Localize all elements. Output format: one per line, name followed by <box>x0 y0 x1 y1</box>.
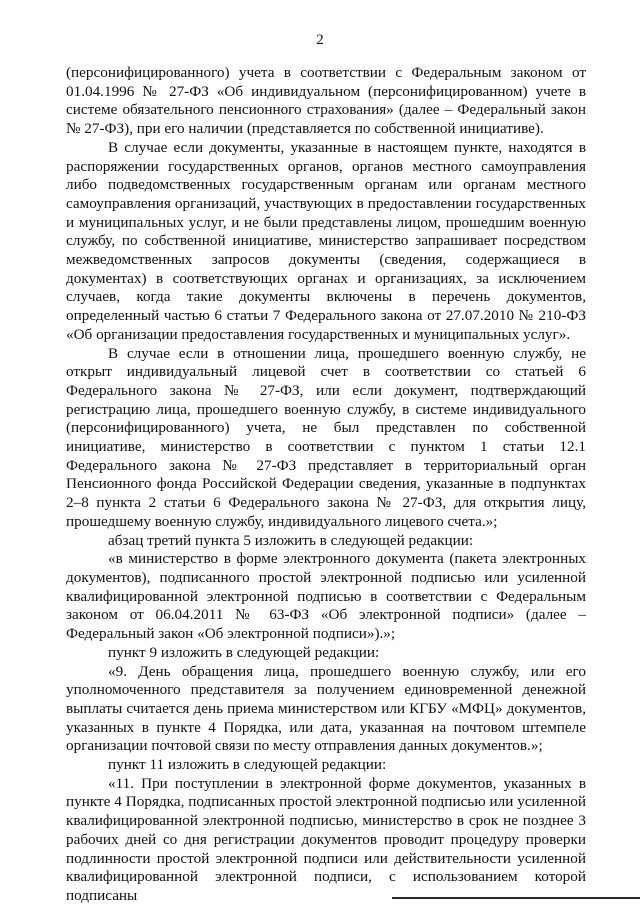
paragraph-continuation: (персонифицированного) учета в соответствии с Федеральным законом от 01.04.1996 № 27-ФЗ «Об индивидуальном (персонифицированном) учете в системе обязательного пенсионного страхования» (далее – Федеральный закон № 27-ФЗ), при его наличии (представляется по собственной инициативе). <box>66 64 586 138</box>
paragraph-item-9: «9. День обращения лица, прошедшего военную службу, или его уполномоченного представителя за получением единовременной денежной выплаты считается день приема министерством или КГБУ «МФЦ» документов, указанных в пункте 4 Порядка, или дата, указанная на почтовом штемпеле организации почтовой связи по месту отправления данных документов.»; <box>66 662 586 755</box>
paragraph-electronic-document: «в министерство в форме электронного документа (пакета электронных документов), подписанного простой электронной подписью или усиленной квалифицированной электронной подписью в соответствии с Федеральным законом от 06.04.2011 № 63-ФЗ «Об электронной подписи» (далее – Федеральный закон «Об электронной подписи»).»; <box>66 550 586 643</box>
paragraph-personal-account: В случае если в отношении лица, прошедшего военную службу, не открыт индивидуальный лицевой счет в соответствии со статьей 6 Федерального закона № 27-ФЗ, или если документ, подтверждающий регистрацию лица, прошедшего военную службу, в системе индивидуального (персонифицированного) учета, не был представлен по собственной инициативе, министерство в соответствии с пунктом 1 статьи 12.1 Федерального закона № 27-ФЗ представляет в территориальный орган Пенсионного фонда Российской Федерации сведения, указанные в подпунктах 2–8 пункта 2 статьи 6 Федерального закона № 27-ФЗ, для открытия лицу, прошедшему военную службу, индивидуального лицевого счета.»; <box>66 344 586 530</box>
scan-edge-line <box>392 897 640 899</box>
paragraph-interagency-requests: В случае если документы, указанные в настоящем пункте, находятся в распоряжении государственных органов, органов местного самоуправления либо подведомственных государственным органам или органам местного самоуправления организаций, участвующих в предоставлении государственных и муниципальных услуг, и не были представлены лицом, прошедшим военную службу, по собственной инициативе, министерство запрашивает посредством межведомственных запросов документы (сведения, содержащиеся в документах) в соответствующих органах и организациях, за исключением случаев, когда такие документы включены в перечень документов, определенный частью 6 статьи 7 Федерального закона от 27.07.2010 № 210-ФЗ «Об организации предоставления государственных и муниципальных услуг». <box>66 138 586 343</box>
page-number: 2 <box>316 32 324 48</box>
paragraph-amendment-9: пункт 9 изложить в следующей редакции: <box>108 643 380 661</box>
paragraph-amendment-11: пункт 11 изложить в следующей редакции: <box>108 756 387 774</box>
document-body <box>66 64 586 906</box>
paragraph-item-11: «11. При поступлении в электронной форме документов, указанных в пункте 4 Порядка, подписанных простой электронной подписью или усиленной квалифицированной электронной подписью, министерство в срок не позднее 3 рабочих дней со дня регистрации документов проводит процедуру проверки подлинности простой электронной подписи или действительности усиленной квалифицированной электронной подписи, с использованием которой подписаны <box>66 774 586 904</box>
paragraph-amendment-5: абзац третий пункта 5 изложить в следующей редакции: <box>108 531 474 549</box>
